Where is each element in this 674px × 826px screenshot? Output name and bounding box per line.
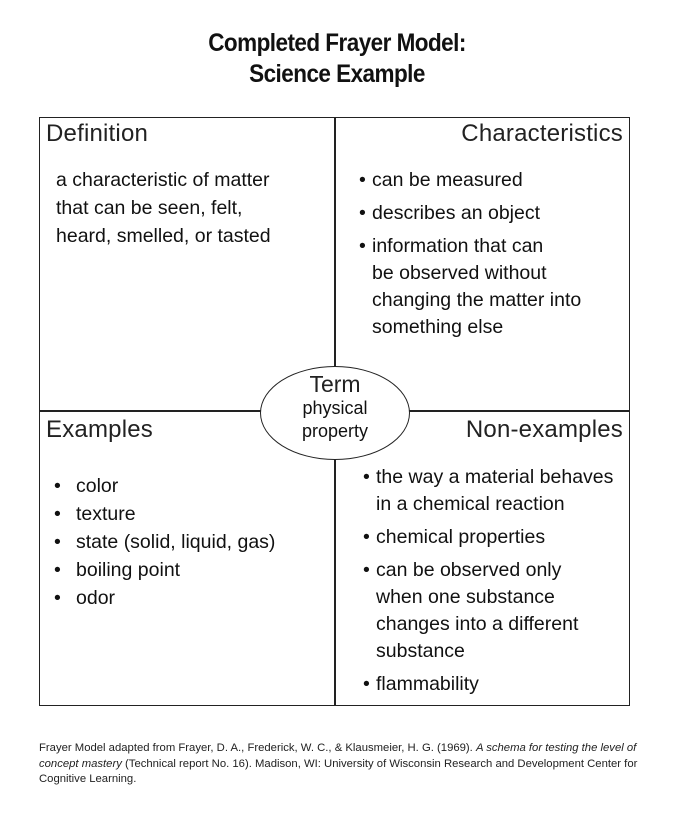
term-ellipse [260, 366, 410, 460]
definition-heading: Definition [46, 120, 149, 147]
list-item: • describes an object [372, 200, 581, 227]
bullet-icon: • [359, 235, 366, 257]
list-item: • color [76, 472, 275, 500]
bullet-icon: • [54, 503, 61, 525]
definition-line: heard, smelled, or tasted [56, 225, 271, 247]
list-item: • information that can be observed without changing the matter into something else [359, 235, 582, 338]
citation-title: A schema for testing the level of concept mastery [39, 742, 637, 770]
non-examples-list [363, 464, 614, 704]
list-item: • the way a material behaves in a chemical reaction [363, 466, 614, 515]
list-item: • can be observed only when one substance changes into a different substance [363, 559, 579, 662]
definition-text [56, 166, 271, 250]
term-value-line-2: property [301, 421, 369, 441]
bullet-icon: • [54, 475, 61, 497]
bullet-icon: • [363, 526, 370, 548]
list-item: • chemical properties [376, 524, 613, 551]
definition-line: that can be seen, felt, [56, 197, 243, 219]
list-item: • odor [76, 584, 275, 612]
bullet-icon: • [363, 559, 370, 581]
list-item: • state (solid, liquid, gas) [76, 528, 275, 556]
frayer-model [39, 117, 630, 706]
list-item: • flammability [376, 671, 613, 698]
list-item: • can be measured [372, 167, 581, 194]
list-item: • texture [76, 500, 275, 528]
page-title [34, 28, 641, 90]
title-line-1: Completed Frayer Model: [208, 29, 466, 57]
characteristics-heading: Characteristics [461, 120, 623, 147]
bullet-icon: • [359, 202, 366, 224]
examples-heading: Examples [46, 416, 153, 443]
title-line-2: Science Example [249, 60, 425, 88]
bullet-icon: • [54, 587, 61, 609]
characteristics-list [359, 167, 582, 347]
bullet-icon: • [363, 673, 370, 695]
list-item: • boiling point [76, 556, 275, 584]
bullet-icon: • [363, 466, 370, 488]
bullet-icon: • [54, 559, 61, 581]
non-examples-heading: Non-examples [465, 416, 623, 443]
term-value-line-1: physical [302, 398, 368, 418]
definition-line: a characteristic of matter [56, 169, 270, 191]
bullet-icon: • [54, 531, 61, 553]
bullet-icon: • [359, 169, 366, 191]
citation-prefix: Frayer Model adapted from Frayer, D. A., Frederick, W. C., & Klausmeier, H. G. (1969). [39, 742, 476, 754]
examples-list [54, 472, 276, 612]
term-label: Term [309, 371, 361, 397]
citation-footnote [39, 741, 639, 788]
citation-suffix: (Technical report No. 16). Madison, WI: University of Wisconsin Research and Development Center for Cognitive Learning. [39, 757, 638, 785]
